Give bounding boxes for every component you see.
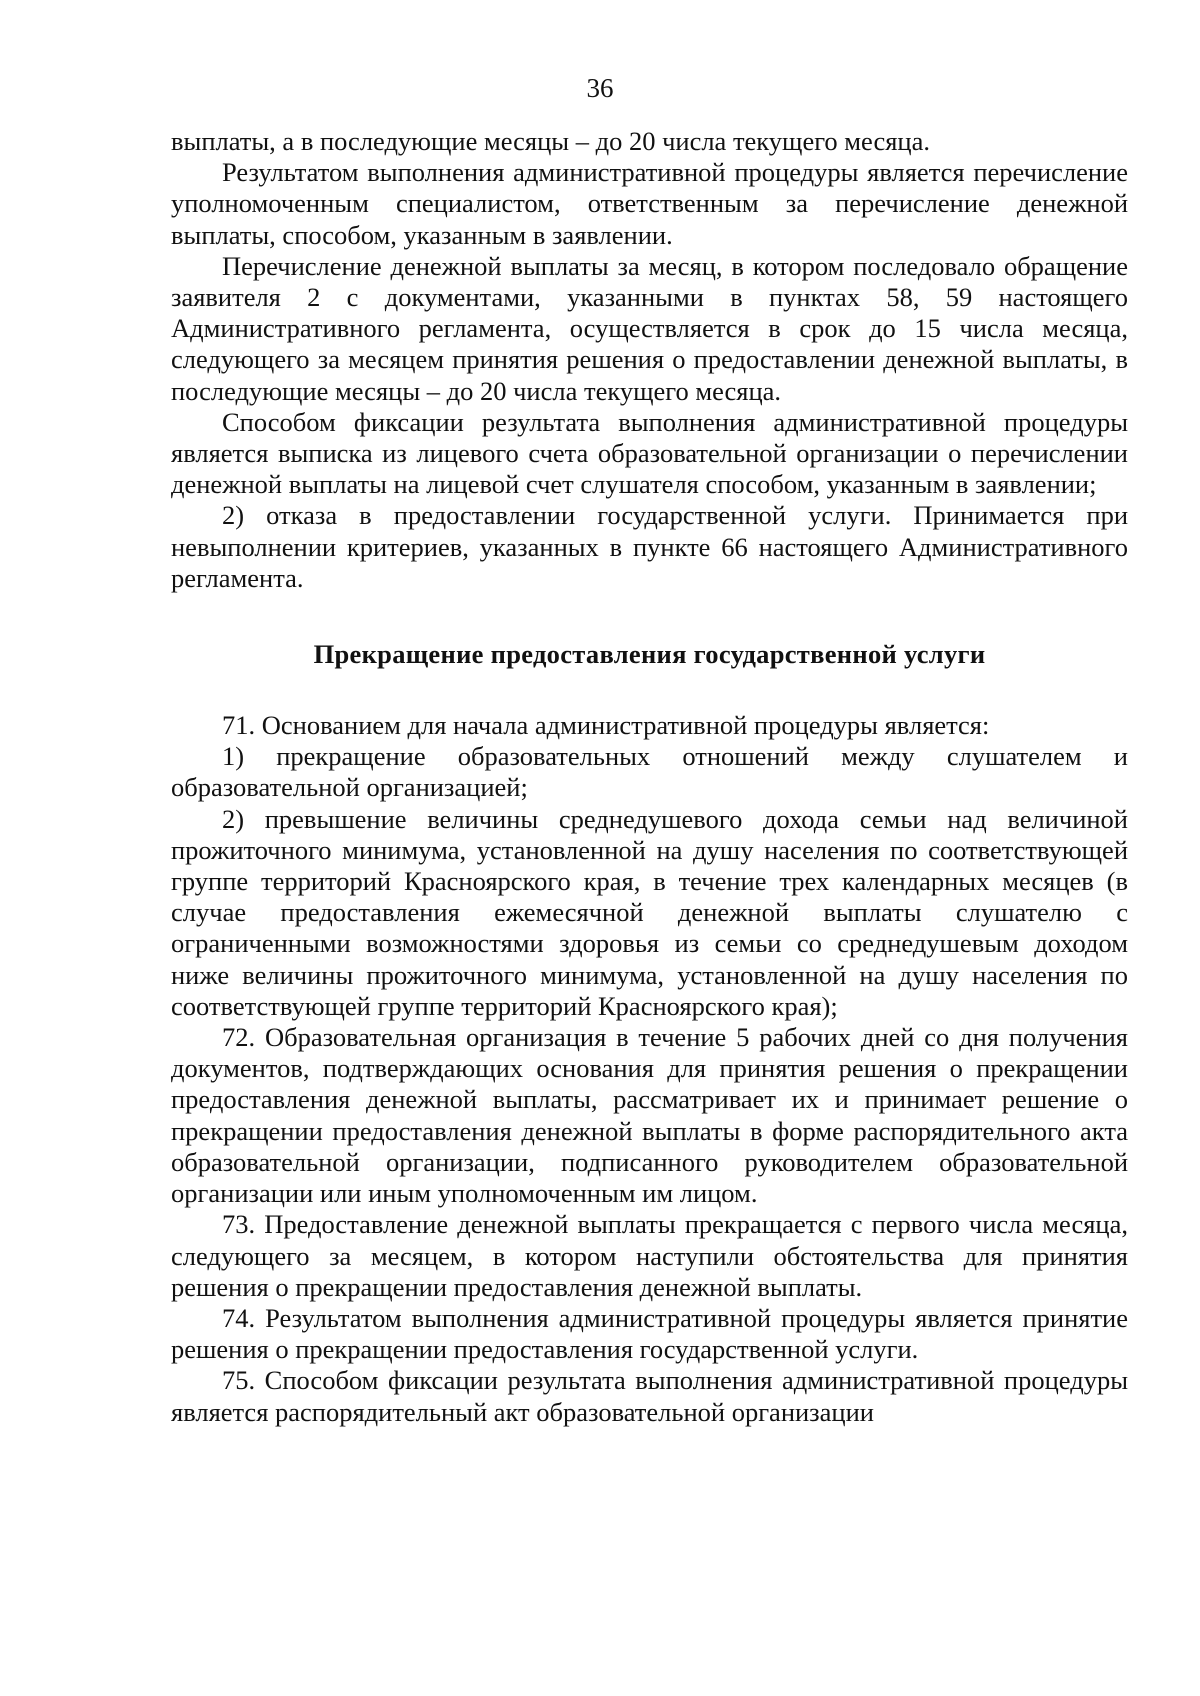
paragraph-72: 72. Образовательная организация в течение 5 рабочих дней со дня получения документов, подтверждающих основания для принятия решения о прекращении предоставления денежной выплаты, рассматривает их и принимает решение о прекращении предоставления денежной выплаты в форме распорядительного акта образовательной организации, подписанного руководителем образовательной организации или иным уполномоченным им лицом. <box>171 1022 1128 1209</box>
paragraph-refusal: 2) отказа в предоставлении государственной услуги. Принимается при невыполнении критериев, указанных в пункте 66 настоящего Административного регламента. <box>171 500 1128 593</box>
paragraph-fixation-method: Способом фиксации результата выполнения административной процедуры является выписка из лицевого счета образовательной организации о перечислении денежной выплаты на лицевой счет слушателя способом, указанным в заявлении; <box>171 406 1128 500</box>
paragraph-74: 74. Результатом выполнения административной процедуры является принятие решения о прекращении предоставления государственной услуги. <box>171 1302 1128 1365</box>
paragraph-result-transfer: Результатом выполнения административной процедуры является перечисление уполномоченным специалистом, ответственным за перечисление денежной выплаты, способом, указанным в заявлении. <box>171 157 1128 250</box>
paragraph-71-item-1: 1) прекращение образовательных отношений между слушателем и образовательной организацией; <box>171 741 1128 803</box>
paragraph-73: 73. Предоставление денежной выплаты прекращается с первого числа месяца, следующего за месяцем, в котором наступили обстоятельства для принятия решения о прекращении предоставления денежной выплаты. <box>171 1209 1128 1302</box>
paragraph-continuation: выплаты, а в последующие месяцы – до 20 числа текущего месяца. <box>171 126 931 156</box>
paragraph-transfer-terms: Перечисление денежной выплаты за месяц, в котором последовало обращение заявителя 2 с документами, указанными в пунктах 58, 59 настоящего Административного регламента, осуществляется в срок до 15 числа месяца, следующего за месяцем принятия решения о предоставлении денежной выплаты, в последующие месяцы – до 20 числа текущего месяца. <box>171 250 1128 406</box>
document-body <box>171 126 1128 1428</box>
paragraph-75: 75. Способом фиксации результата выполнения административной процедуры является распорядительный акт образовательной организации <box>171 1365 1128 1427</box>
paragraph-71: 71. Основанием для начала административной процедуры является: <box>222 710 990 741</box>
paragraph-71-item-2: 2) превышение величины среднедушевого дохода семьи над величиной прожиточного минимума, установленной на душу населения по соответствующей группе территорий Красноярского края, в течение трех календарных месяцев (в случае предоставления ежемесячной денежной выплаты слушателю с ограниченными возможностями здоровья из семьи со среднедушевым доходом ниже величины прожиточного минимума, установленной на душу населения по соответствующей группе территорий Красноярского края); <box>171 803 1128 1021</box>
page-number: 36 <box>586 73 614 103</box>
section-heading: Прекращение предоставления государственной услуги <box>313 639 986 670</box>
